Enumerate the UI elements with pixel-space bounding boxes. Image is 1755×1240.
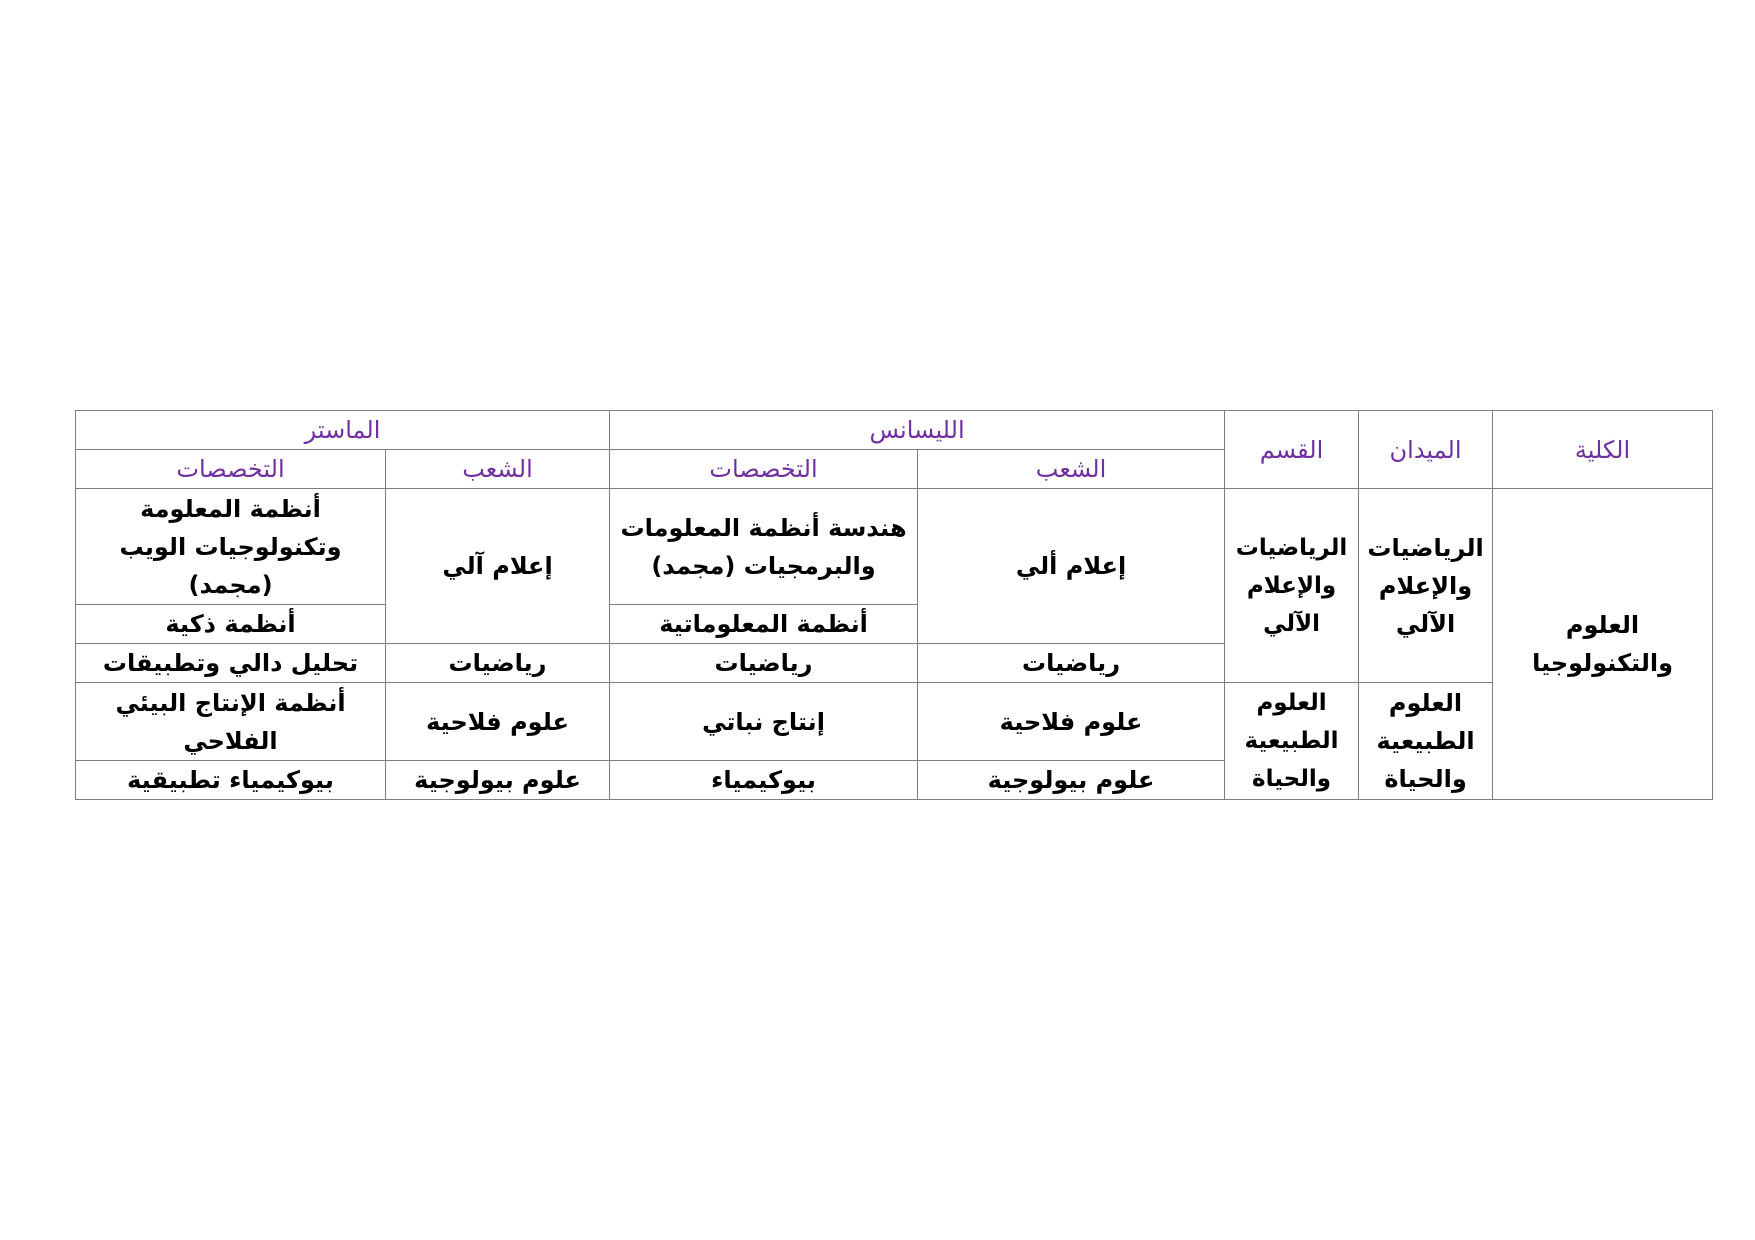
header-master-specialties: التخصصات: [76, 450, 386, 489]
domain-cell: الرياضيات والإعلام الآلي: [1359, 489, 1493, 683]
master-stream-cell: علوم بيولوجية: [386, 761, 610, 800]
header-row-top: [76, 411, 1713, 450]
master-specialty-cell: تحليل دالي وتطبيقات: [76, 644, 386, 683]
master-stream-cell: رياضيات: [386, 644, 610, 683]
table-row: [76, 683, 1713, 761]
faculty-cell: العلوم والتكنولوجيا: [1493, 489, 1713, 800]
licence-specialty-cell: هندسة أنظمة المعلومات والبرمجيات (مجمد): [610, 489, 918, 605]
header-department: القسم: [1225, 411, 1359, 489]
header-licence: الليسانس: [610, 411, 1225, 450]
licence-specialty-cell: أنظمة المعلوماتية: [610, 605, 918, 644]
domain-cell: العلوم الطبيعية والحياة: [1359, 683, 1493, 800]
licence-specialty-cell: إنتاج نباتي: [610, 683, 918, 761]
master-specialty-cell: بيوكيمياء تطبيقية: [76, 761, 386, 800]
licence-stream-cell: علوم فلاحية: [918, 683, 1225, 761]
master-stream-cell: إعلام آلي: [386, 489, 610, 644]
master-stream-cell: علوم فلاحية: [386, 683, 610, 761]
header-domain: الميدان: [1359, 411, 1493, 489]
department-cell: الرياضيات والإعلام الآلي: [1225, 489, 1359, 683]
header-faculty: الكلية: [1493, 411, 1713, 489]
licence-stream-cell: علوم بيولوجية: [918, 761, 1225, 800]
programs-table: [75, 410, 1713, 800]
header-licence-specialties: التخصصات: [610, 450, 918, 489]
header-licence-streams: الشعب: [918, 450, 1225, 489]
master-specialty-cell: أنظمة ذكية: [76, 605, 386, 644]
master-specialty-cell: أنظمة الإنتاج البيئي الفلاحي: [76, 683, 386, 761]
master-specialty-cell: أنظمة المعلومة وتكنولوجيات الويب (مجمد): [76, 489, 386, 605]
licence-specialty-cell: بيوكيمياء: [610, 761, 918, 800]
department-cell: العلوم الطبيعية والحياة: [1225, 683, 1359, 800]
header-master-streams: الشعب: [386, 450, 610, 489]
licence-stream-cell: رياضيات: [918, 644, 1225, 683]
licence-specialty-cell: رياضيات: [610, 644, 918, 683]
table-row: [76, 489, 1713, 605]
header-master: الماستر: [76, 411, 610, 450]
licence-stream-cell: إعلام ألي: [918, 489, 1225, 644]
